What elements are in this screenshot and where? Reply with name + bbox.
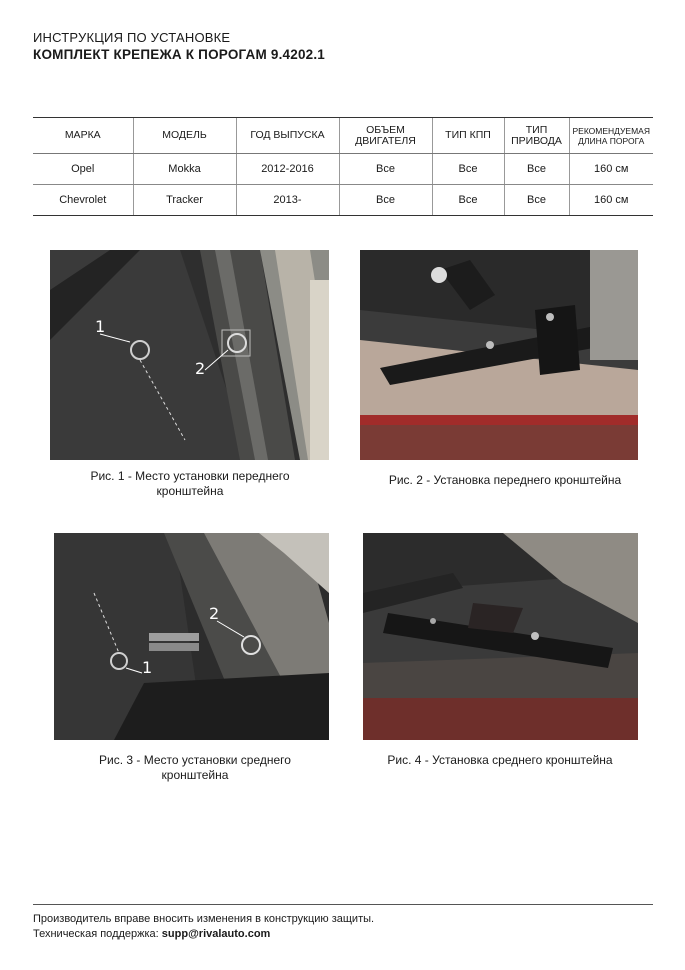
figure-3-photo — [54, 533, 329, 740]
document-header — [33, 30, 325, 62]
figure-3-caption: Рис. 3 - Место установки среднего кронштейна — [99, 753, 291, 782]
cell-gearbox: Все — [432, 154, 504, 185]
cell-sill-length: 160 см — [569, 154, 653, 185]
cell-year: 2012-2016 — [236, 154, 339, 185]
figure-1-label-2: 2 — [195, 359, 206, 378]
support-email-link[interactable]: supp@rivalauto.com — [161, 928, 271, 940]
vehicle-spec-table — [33, 117, 653, 216]
cell-make: Opel — [33, 154, 133, 185]
table-row — [33, 185, 653, 216]
cell-make: Chevrolet — [33, 185, 133, 216]
cell-drive: Все — [504, 185, 569, 216]
figure-2-photo — [360, 250, 638, 460]
figure-1-caption: Рис. 1 - Место установки переднего кронштейна — [90, 469, 290, 498]
cell-engine: Все — [339, 154, 432, 185]
figure-3-label-1: 1 — [142, 658, 153, 677]
document-subtitle: ИНСТРУКЦИЯ ПО УСТАНОВКЕ — [33, 30, 231, 45]
figure-1-photo — [50, 250, 329, 460]
cell-model: Tracker — [133, 185, 236, 216]
header-gearbox: ТИП КПП — [432, 118, 504, 154]
cell-drive: Все — [504, 154, 569, 185]
header-make: МАРКА — [33, 118, 133, 154]
cell-model: Mokka — [133, 154, 236, 185]
figure-4-photo — [363, 533, 638, 740]
footer-divider — [33, 904, 653, 905]
figure-2-caption: Рис. 2 - Установка переднего кронштейна — [388, 473, 622, 487]
table-row — [33, 154, 653, 185]
table-header-row — [33, 118, 653, 154]
header-model: МОДЕЛЬ — [133, 118, 236, 154]
support-label: Техническая поддержка: — [33, 928, 159, 940]
cell-sill-length: 160 см — [569, 185, 653, 216]
cell-gearbox: Все — [432, 185, 504, 216]
header-engine: ОБЪЕМ ДВИГАТЕЛЯ — [339, 118, 432, 154]
figure-1-label-1: 1 — [95, 317, 106, 336]
cell-engine: Все — [339, 185, 432, 216]
figure-3-label-2: 2 — [209, 604, 220, 623]
figure-4-caption: Рис. 4 - Установка среднего кронштейна — [387, 753, 613, 767]
document-title: КОМПЛЕКТ КРЕПЕЖА К ПОРОГАМ 9.4202.1 — [33, 47, 326, 62]
header-sill-length: РЕКОМЕНДУЕМАЯ ДЛИНА ПОРОГА — [569, 118, 653, 154]
header-drive: ТИП ПРИВОДА — [504, 118, 569, 154]
footer-support — [33, 927, 374, 942]
footer-disclaimer: Производитель вправе вносить изменения в конструкцию защиты. — [33, 913, 375, 925]
cell-year: 2013- — [236, 185, 339, 216]
header-year: ГОД ВЫПУСКА — [236, 118, 339, 154]
footer — [33, 912, 374, 942]
